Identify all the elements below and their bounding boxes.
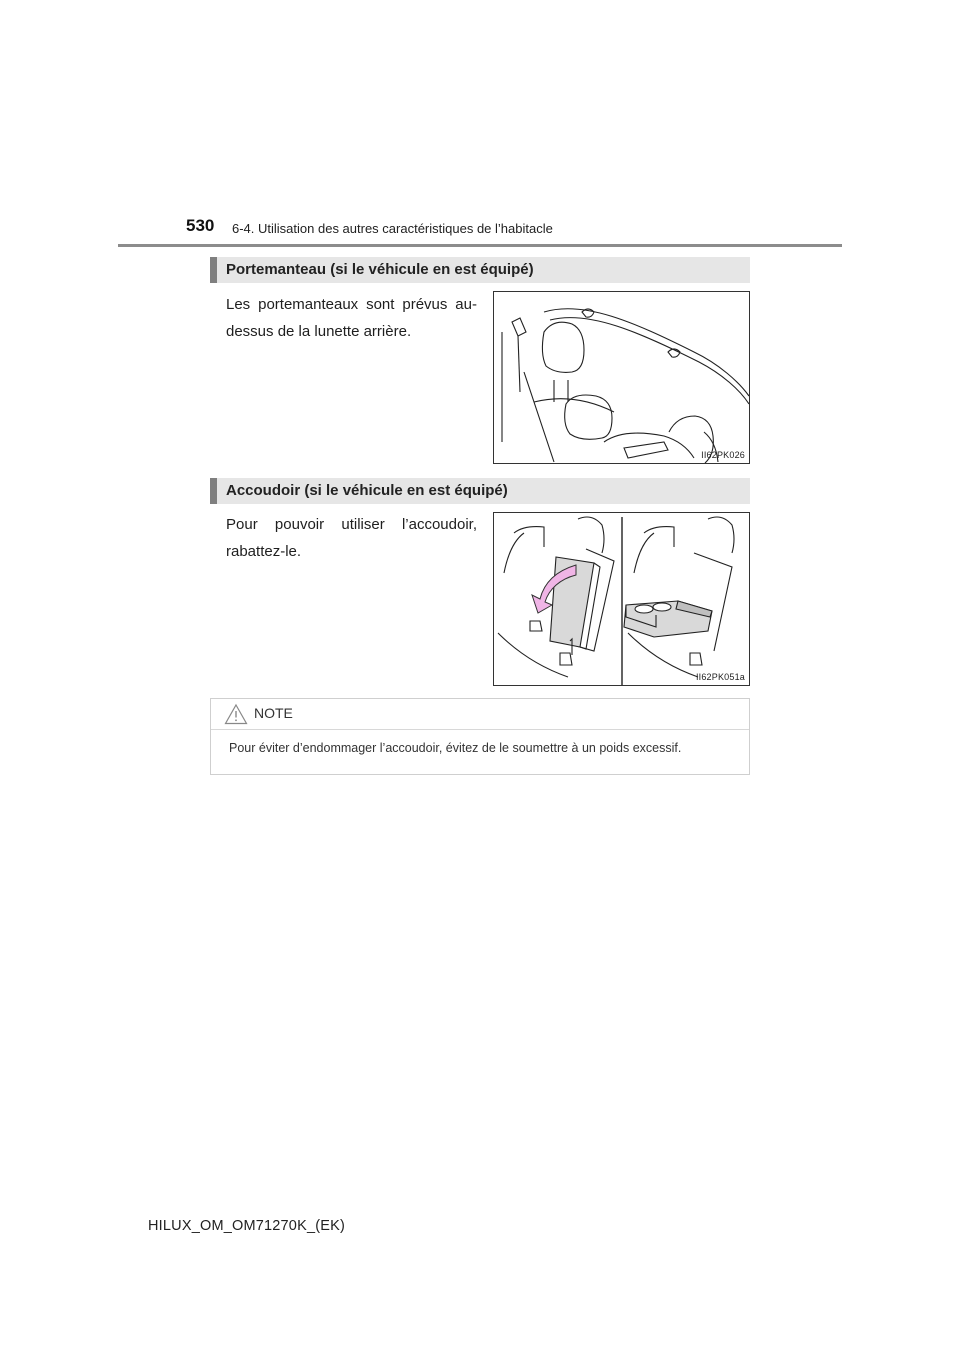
armrest-description: Pour pouvoir utiliser l’accoudoir, rabattez-le.	[226, 516, 477, 560]
note-header	[211, 699, 749, 730]
chapter-title: 6-4. Utilisation des autres caractéristiques de l’habitacle	[232, 221, 553, 236]
section-heading-armrest: Accoudoir (si le véhicule en est équipé)	[210, 478, 750, 504]
page-number: 530	[186, 216, 215, 235]
armrest-illustration	[493, 512, 750, 686]
note-title: NOTE	[254, 705, 293, 721]
note-text: Pour éviter d’endommager l’accoudoir, évitez de le soumettre à un poids excessif.	[229, 741, 682, 755]
section-heading-coat-hooks: Portemanteau (si le véhicule en est équipé)	[210, 257, 750, 283]
coat-hooks-description: Les portemanteaux sont prévus au-dessus de la lunette arrière.	[226, 296, 477, 340]
warning-icon	[224, 703, 248, 730]
note-box	[210, 698, 750, 775]
coat-hooks-illustration	[493, 291, 750, 464]
header-rule	[118, 244, 842, 247]
figure-code: II62PK051a	[695, 672, 745, 682]
figure-code: II62PK026	[701, 450, 745, 460]
document-id: HILUX_OM_OM71270K_(EK)	[148, 1218, 346, 1234]
